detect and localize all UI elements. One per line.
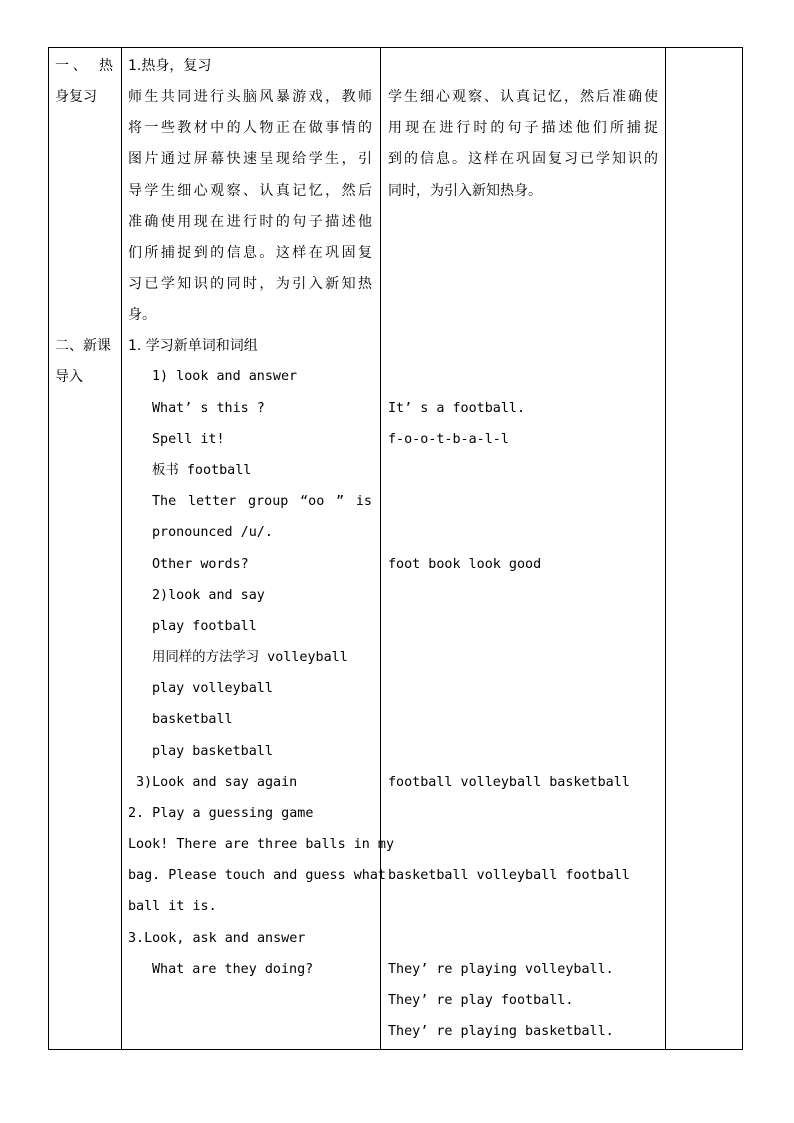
section-warmup-line1: 一、 热 <box>55 58 113 74</box>
what-are-they-doing: What are they doing? <box>152 962 314 977</box>
student-para-line: 学生细心观察、认真记忆，然后准确使 <box>388 89 658 105</box>
step2-title: 2. Play a guessing game <box>128 806 314 821</box>
section-column <box>49 48 122 1050</box>
answer-guess: basketball volleyball football <box>388 868 630 883</box>
answer-oo-words: foot book look good <box>388 557 542 572</box>
answer-playing-basketball: They’ re playing basketball. <box>388 1024 614 1039</box>
other-words: Other words? <box>152 557 249 572</box>
basketball-word: basketball <box>152 712 233 727</box>
lesson-plan-table <box>48 47 743 1050</box>
warmup-para-line: 身。 <box>128 307 156 323</box>
warmup-title: 1.热身，复习 <box>128 58 212 74</box>
teacher-activity-column <box>122 48 395 1050</box>
student-para-line: 用现在进行时的句子描述他们所捕捉 <box>388 120 658 136</box>
warmup-para-line: 习已学知识的同时，为引入新知热 <box>128 276 372 292</box>
board-football: 板书 football <box>152 463 252 478</box>
warmup-para-line: 图片通过屏幕快速呈现给学生，引 <box>128 151 372 167</box>
same-method-volleyball: 用同样的方法学习 volleyball <box>152 650 348 665</box>
play-football: play football <box>152 619 257 634</box>
warmup-para-line: 导学生细心观察、认真记忆，然后 <box>128 183 372 199</box>
step1-title: 1. 学习新单词和词组 <box>128 338 258 354</box>
letter-group-line: The letter group “oo ” is <box>152 494 372 509</box>
section-warmup-line2: 身复习 <box>55 89 97 105</box>
student-activity-column <box>381 48 666 1050</box>
student-para-line: 同时，为引入新知热身。 <box>388 183 542 199</box>
section-newlesson-line1: 二、新课 <box>55 338 111 354</box>
whats-this-question: What’ s this ? <box>152 401 265 416</box>
step3-title: 3.Look, ask and answer <box>128 931 306 946</box>
table-row <box>49 48 743 1050</box>
spell-it: Spell it! <box>152 432 225 447</box>
play-volleyball: play volleyball <box>152 681 273 696</box>
warmup-para-line: 准确使用现在进行时的句子描述他 <box>128 214 372 230</box>
section-newlesson-line2: 导入 <box>55 369 83 385</box>
answer-play-football: They’ re play football. <box>388 993 574 1008</box>
look-and-say: 2)look and say <box>152 588 265 603</box>
warmup-para-line: 们所捕捉到的信息。这样在巩固复 <box>128 245 372 261</box>
guess-para-line: ball it is. <box>128 899 217 914</box>
notes-column <box>666 48 743 1050</box>
look-and-answer: 1) look and answer <box>152 369 298 384</box>
guess-para-line: Look! There are three balls in my <box>128 837 395 852</box>
look-and-say-again: 3)Look and say again <box>136 775 298 790</box>
answer-spelling: f-o-o-t-b-a-l-l <box>388 432 509 447</box>
answer-playing-volleyball: They’ re playing volleyball. <box>388 962 614 977</box>
guess-para-line: bag. Please touch and guess what <box>128 868 386 883</box>
play-basketball: play basketball <box>152 744 273 759</box>
pronounced-line: pronounced /u/. <box>152 525 273 540</box>
answer-three-balls: football volleyball basketball <box>388 775 630 790</box>
warmup-para-line: 师生共同进行头脑风暴游戏，教师 <box>128 89 372 105</box>
warmup-para-line: 将一些教材中的人物正在做事情的 <box>128 120 372 136</box>
answer-its-football: It’ s a football. <box>388 401 526 416</box>
student-para-line: 到的信息。这样在巩固复习已学知识的 <box>388 151 658 167</box>
